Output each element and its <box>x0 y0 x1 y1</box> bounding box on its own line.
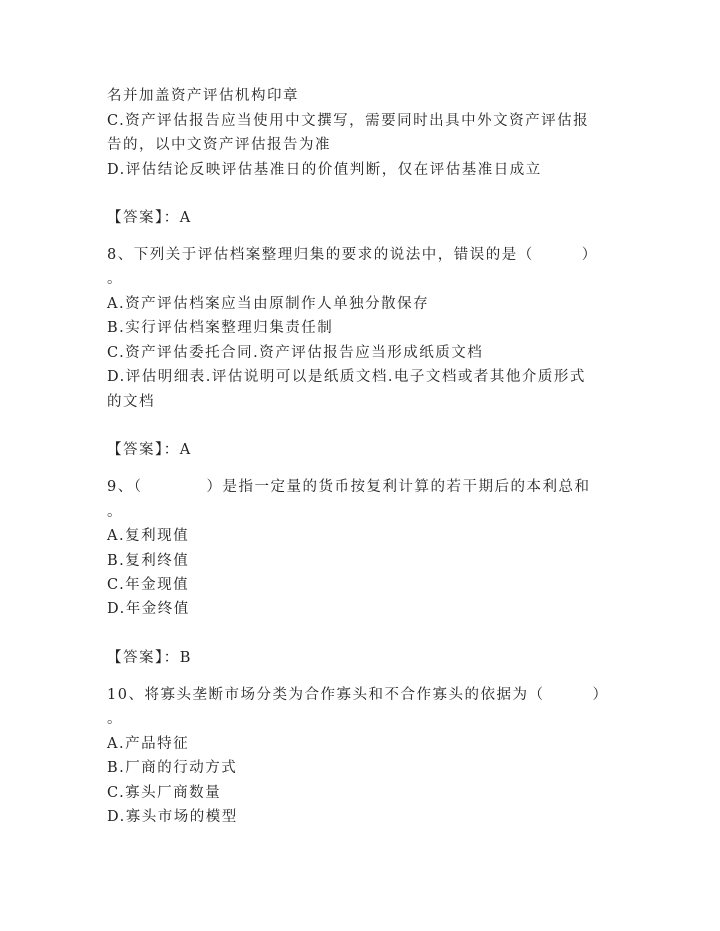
q8-option-d-line1: D.评估明细表.评估说明可以是纸质文档.电子文档或者其他介质形式 <box>107 369 586 385</box>
q7-option-d: D.评估结论反映评估基准日的价值判断，仅在评估基准日成立 <box>107 162 542 178</box>
q8-option-d-line2: 的文档 <box>107 394 155 410</box>
q8-stem-line2: 。 <box>107 271 123 287</box>
q9-option-d: D.年金终值 <box>107 601 190 617</box>
q10-option-b: B.厂商的行动方式 <box>107 760 238 776</box>
q10-stem-line1: 10、将寡头垄断市场分类为合作寡头和不合作寡头的依据为（ ） <box>107 687 609 703</box>
q7-option-c-line1: C.资产评估报告应当使用中文撰写，需要同时出具中外文资产评估报 <box>107 113 590 129</box>
q7-option-c-line2: 告的，以中文资产评估报告为准 <box>107 137 331 153</box>
q8-answer: 【答案】：A <box>107 442 192 458</box>
q8-option-a: A.资产评估档案应当由原制作人单独分散保存 <box>107 296 430 312</box>
q7-continuation-text: 名并加盖资产评估机构印章 <box>107 88 299 104</box>
q9-answer: 【答案】：B <box>107 650 192 666</box>
q10-stem-line2: 。 <box>107 711 123 727</box>
q7-answer: 【答案】：A <box>107 210 192 226</box>
q10-option-d: D.寡头市场的模型 <box>107 809 238 825</box>
q10-option-c: C.寡头厂商数量 <box>107 785 222 801</box>
q8-stem-line1: 8、下列关于评估档案整理归集的要求的说法中，错误的是（ ） <box>107 247 598 263</box>
q10-option-a: A.产品特征 <box>107 736 190 752</box>
q8-option-b: B.实行评估档案整理归集责任制 <box>107 320 334 336</box>
q9-option-c: C.年金现值 <box>107 577 190 593</box>
q9-option-b: B.复利终值 <box>107 553 190 569</box>
q9-stem-line2: 。 <box>107 504 123 520</box>
q8-option-c: C.资产评估委托合同.资产评估报告应当形成纸质文档 <box>107 345 484 361</box>
q9-option-a: A.复利现值 <box>107 528 190 544</box>
q9-stem-line1: 9、（ ）是指一定量的货币按复利计算的若干期后的本利总和 <box>107 479 591 495</box>
